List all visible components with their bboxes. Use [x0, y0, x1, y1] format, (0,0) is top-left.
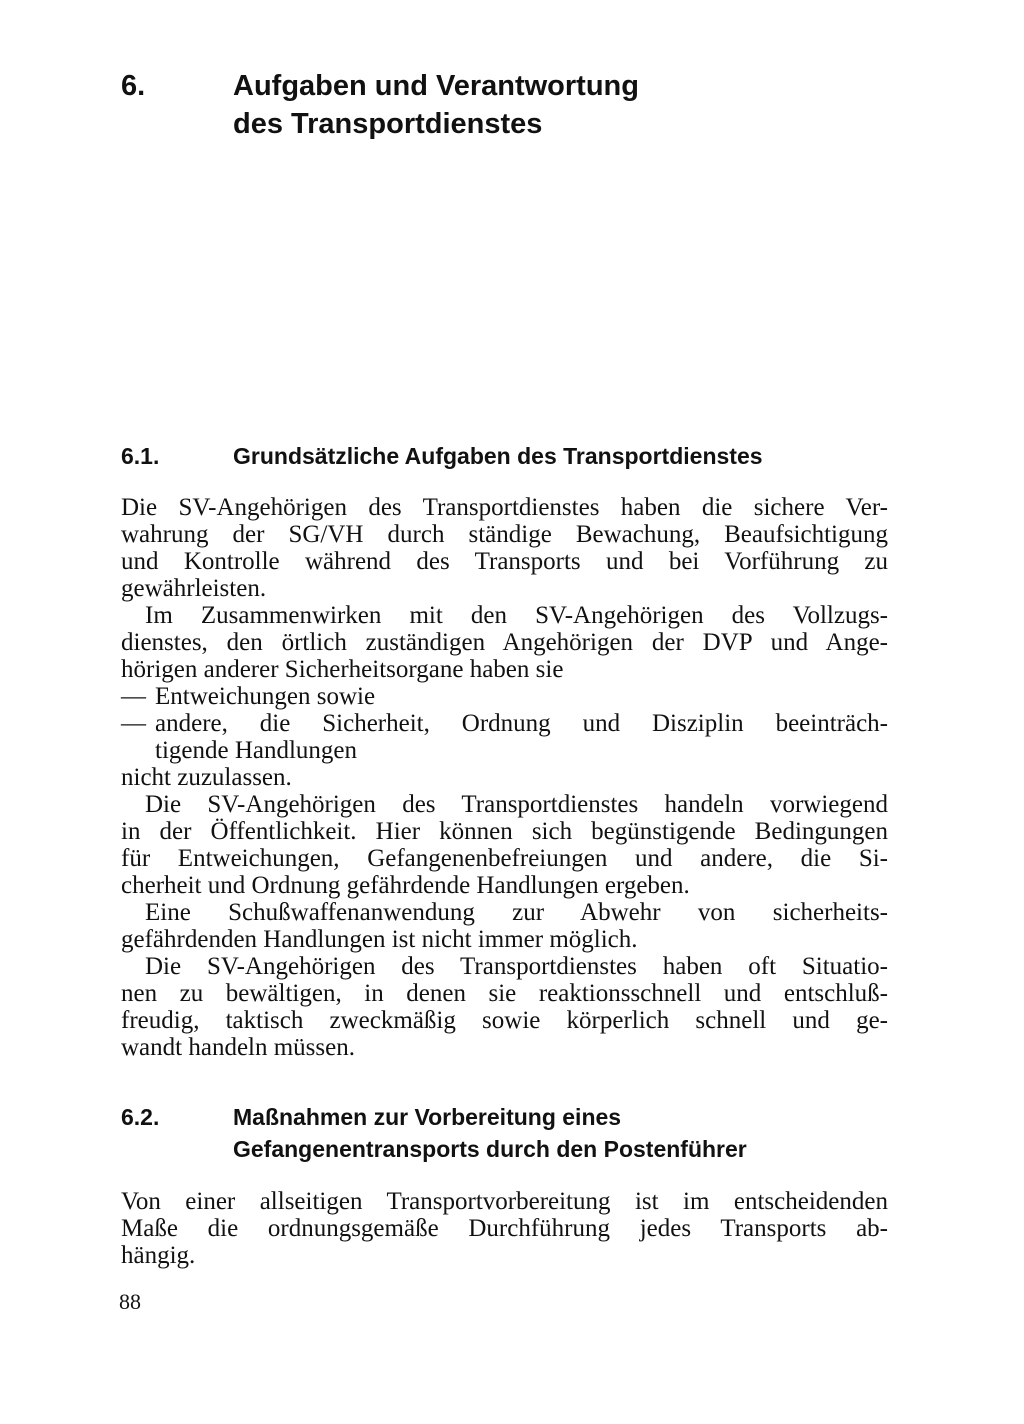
body-line: Die SV-Angehörigen des Transportdienstes haben oft Situatio- — [145, 953, 888, 980]
section-6-2-heading — [121, 1101, 841, 1165]
section-6-2-title-line-1: Maßnahmen zur Vorbereitung eines — [233, 1104, 622, 1130]
body-line: freudig, taktisch zweckmäßig sowie körperlich schnell und ge- — [121, 1007, 888, 1034]
list-item-text: andere, die Sicherheit, Ordnung und Disziplin beeinträch- — [155, 710, 888, 737]
body-line: nen zu bewältigen, in denen sie reaktionsschnell und entschluß- — [121, 980, 888, 1007]
body-line: und Kontrolle während des Transports und bei Vorführung zu — [121, 548, 888, 575]
body-line: dienstes, den örtlich zuständigen Angehörigen der DVP und Ange- — [121, 629, 888, 656]
chapter-number: 6. — [121, 70, 146, 102]
body-line: gefährdenden Handlungen ist nicht immer möglich. — [121, 926, 638, 953]
chapter-heading — [121, 68, 741, 140]
body-line: wandt handeln müssen. — [121, 1034, 355, 1061]
section-6-1-heading — [121, 440, 841, 472]
chapter-title-line-2: des Transportdienstes — [233, 108, 543, 140]
list-item-continuation: tigende Handlungen — [155, 737, 358, 764]
chapter-title-line-1: Aufgaben und Verantwortung — [233, 70, 639, 102]
section-6-2-number: 6.2. — [121, 1104, 160, 1130]
body-line: wahrung der SG/VH durch ständige Bewachung, Beaufsichtigung — [121, 521, 888, 548]
page-number: 88 — [119, 1289, 141, 1314]
body-line: hörigen anderer Sicherheitsorgane haben sie — [121, 656, 564, 683]
body-line: Im Zusammenwirken mit den SV-Angehörigen des Vollzugs- — [145, 602, 888, 629]
body-line: Eine Schußwaffenanwendung zur Abwehr von sicherheits- — [145, 899, 888, 926]
section-6-1-title: Grundsätzliche Aufgaben des Transportdienstes — [233, 443, 763, 469]
body-line: Maße die ordnungsgemäße Durchführung jedes Transports ab- — [121, 1215, 888, 1242]
body-line: Die SV-Angehörigen des Transportdienstes handeln vorwiegend — [145, 791, 888, 818]
list-dash: — — [121, 683, 146, 710]
list-dash: — — [121, 710, 146, 737]
body-line: nicht zuzulassen. — [121, 764, 292, 791]
body-line: für Entweichungen, Gefangenenbefreiungen und andere, die Si- — [121, 845, 888, 872]
body-line: hängig. — [121, 1242, 196, 1269]
body-line: cherheit und Ordnung gefährdende Handlungen ergeben. — [121, 872, 690, 899]
list-item — [121, 710, 888, 737]
body-line: Von einer allseitigen Transportvorbereitung ist im entscheidenden — [121, 1188, 888, 1215]
body-line: Die SV-Angehörigen des Transportdienstes haben die sichere Ver- — [121, 494, 888, 521]
body-line: gewährleisten. — [121, 575, 267, 602]
list-item-text: Entweichungen sowie — [155, 683, 376, 710]
list-item — [121, 683, 888, 710]
body-line: in der Öffentlichkeit. Hier können sich begünstigende Bedingungen — [121, 818, 888, 845]
section-6-1-number: 6.1. — [121, 443, 160, 469]
section-6-2-title-line-2: Gefangenentransports durch den Postenführer — [233, 1136, 747, 1162]
